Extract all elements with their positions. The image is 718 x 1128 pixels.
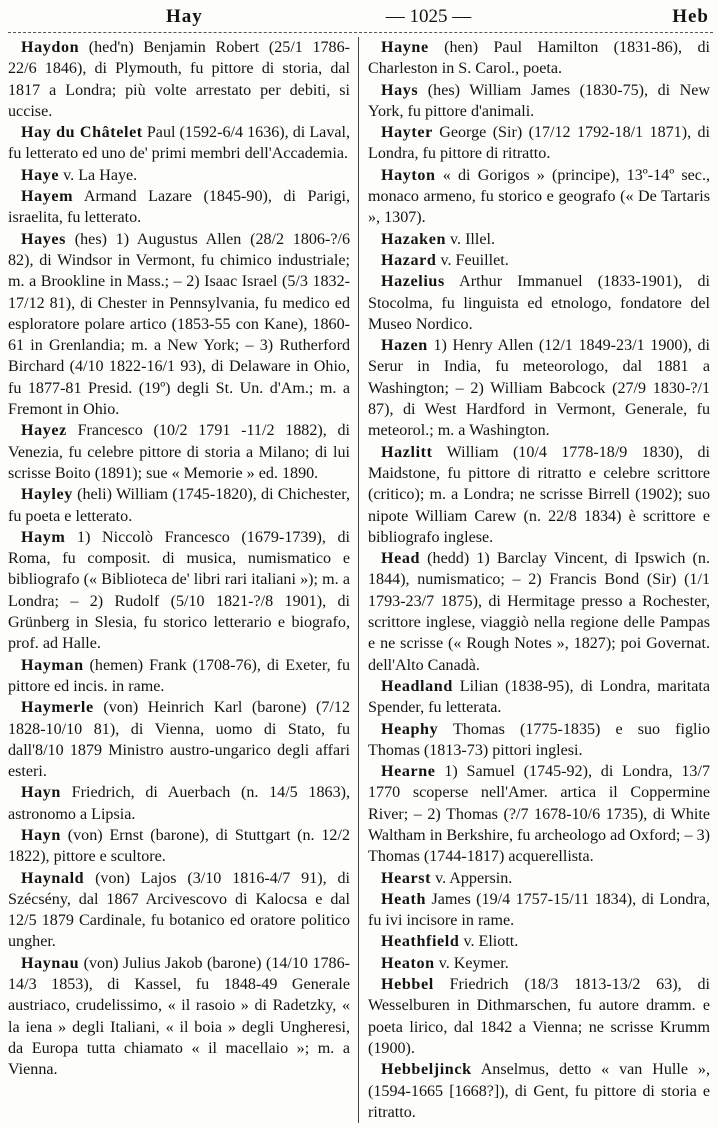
entry-text: v. Feuillet.: [436, 251, 509, 269]
entry-headword: Hayter: [381, 124, 433, 142]
dictionary-entry: [368, 761, 710, 867]
entry-headword: Hayes: [21, 230, 67, 248]
page-number: — 1025 —: [385, 6, 472, 27]
entry-headword: Hazard: [381, 251, 437, 269]
entry-headword: Headland: [381, 677, 453, 695]
dictionary-entry: [368, 229, 710, 250]
entry-text: 1) Niccolò Francesco (1679-1739), di Roma, fu composit. di musica, numismatico e bibliografo (« Biblioteca de' libri rari italiani »); m. a Londra; – 2) Rudolf (5/10 1821-?/8 1901), di Grünberg in Slesia, fu storico letterario e biografo, prof. ad Halle.: [8, 528, 350, 653]
dictionary-entry: [8, 527, 350, 655]
entry-headword: Hayton: [381, 166, 436, 184]
dictionary-entry: [8, 655, 350, 698]
entry-text: v. La Haye.: [59, 166, 138, 184]
entry-headword: Hays: [381, 81, 419, 99]
left-column: [8, 37, 359, 1123]
entry-text: Armand Lazare (1845-90), di Parigi, israelita, fu letterato.: [8, 188, 350, 227]
dictionary-entry: [8, 229, 350, 421]
entry-text: George (Sir) (17/12 1792-18/1 1871), di Londra, fu pittore di ritratto.: [368, 124, 710, 163]
entry-text: (hemen) Frank (1708-76), di Exeter, fu pittore ed incis. in rame.: [8, 656, 350, 695]
dictionary-entry: [368, 548, 710, 676]
entry-text: (hes) 1) Augustus Allen (28/2 1806-?/6 82), di Windsor in Vermont, fu chimico industriale; m. a Brookline in Mass.; – 2) Isaac Israel (5/3 1832-17/12 81), di Chester in Pennsylvania, fu medico ed esploratore polare artico (1853-55 con Kane), 1860-61 in Grenlandia; m. a New York; – 3) Rutherford Birchard (4/10 1822-16/1 93), di Delaware in Ohio, fu 1877-81 Presid. (19º) degli St. Un. d'Am.; m. a Fremont in Ohio.: [8, 230, 350, 419]
dictionary-entry: [8, 484, 350, 527]
dictionary-entry: [8, 868, 350, 953]
entry-headword: Haynau: [21, 954, 80, 972]
entry-text: v. Keymer.: [434, 954, 509, 972]
dictionary-entry: [8, 186, 350, 229]
entry-text: v. Illel.: [446, 230, 496, 248]
entry-text: James (19/4 1757-15/11 1834), di Londra, fu ivi incisore in rame.: [368, 890, 710, 930]
entry-headword: Hay du Châtelet: [21, 124, 143, 142]
entry-text: Lilian (1838-95), di Londra, maritata Spender, fu letterata.: [368, 677, 710, 717]
entry-text: William (10/4 1778-18/9 1830), di Maidstone, fu pittore di ritratto e celebre scrittore (critico); m. a Londra; ne scrisse Birrell (1902); suo nipote William Carew (n. 22/8 1834) è scrittore e bibliografo inglese.: [368, 443, 710, 546]
dictionary-entry: [8, 825, 350, 868]
dictionary-entry: [368, 122, 710, 165]
entry-text: Anselmus, detto « van Hulle », (1594-1665 [1668?]), di Gent, fu pittore di storia e ritratto.: [368, 1061, 710, 1121]
entry-headword: Haynald: [21, 869, 85, 887]
entry-headword: Hazelius: [381, 273, 445, 291]
entry-text: (hed'n) Benjamin Robert (25/1 1786-22/6 1846), di Plymouth, fu pittore di storia, dal 1817 a Londra; più volte arrestato per debiti, si uccise.: [8, 39, 350, 120]
dictionary-entry: [8, 420, 350, 484]
dictionary-entry: [368, 165, 710, 229]
dictionary-entry: [368, 442, 710, 548]
dictionary-entry: [368, 889, 710, 932]
dictionary-entry: [8, 782, 350, 825]
dictionary-entry: [8, 165, 350, 186]
entry-headword: Hayem: [21, 188, 74, 206]
entry-text: (von) Ernst (barone), di Stuttgart (n. 12/2 1822), pittore e scultore.: [8, 826, 350, 866]
dictionary-entry: [368, 974, 710, 1059]
header-rule: [8, 32, 713, 33]
entry-headword: Hayn: [21, 784, 61, 802]
dictionary-entry: [8, 697, 350, 782]
entry-text: (von) Julius Jakob (barone) (14/10 1786-14/3 1853), di Kassel, fu 1848-49 Generale austriaco, crudelissimo, « il rasoio » di Radetzky, « la iena » degli Italiani, « il boia » degli Ungheresi, da Europa tutta chiamato « il macellaio »; m. a Vienna.: [8, 954, 350, 1079]
entry-text: (von) Heinrich Karl (barone) (7/12 1828-10/10 81), di Vienna, uomo di Stato, fu dall'8/10 1879 Ministro austro-ungarico degli affari esteri.: [8, 699, 350, 781]
dictionary-entry: [368, 271, 710, 335]
entry-headword: Heaphy: [381, 720, 439, 738]
entry-text: 1) Henry Allen (12/1 1849-23/1 1900), di Serur in India, fu meteorologo, dal 1881 a Washington; – 2) William Babcock (27/9 1830-?/1 87), di West Hardford in Vermont, Generale, fu meteorol.; m. a Washington.: [368, 337, 710, 440]
header-right-guide-word: Heb: [672, 6, 709, 27]
entry-headword: Hayn: [21, 826, 61, 844]
entry-headword: Heathfield: [381, 933, 460, 951]
dictionary-entry: [368, 868, 710, 889]
entry-text: Paul (1592-6/4 1636), di Laval, fu letterato ed uno de' primi membri dell'Accademia.: [8, 124, 351, 163]
entry-text: Francesco (10/2 1791 -11/2 1882), di Venezia, fu celebre pittore di storia a Milano; di lui scrisse Boito (1891); sue « Memorie » ed. 1890.: [8, 422, 350, 482]
dictionary-entry: [368, 1059, 710, 1123]
dictionary-entry: [368, 80, 710, 123]
entry-headword: Head: [381, 550, 421, 568]
entry-headword: Haydon: [21, 39, 80, 56]
entry-headword: Hayne: [381, 39, 429, 56]
entry-text: (hedd) 1) Barclay Vincent, di Ipswich (n. 1844), numismatico; – 2) Francis Bond (Sir) (1/1 1793-23/7 1875), di Hermitage presso a Rochester, scrittore inglese, viaggiò nella regione delle Pampas e ne scrisse (« Rough Notes », 1827); poi Governat. dell'Alto Canadà.: [368, 550, 710, 674]
entry-headword: Hazlitt: [381, 443, 433, 461]
right-column: [359, 37, 710, 1123]
entry-headword: Hearne: [381, 763, 436, 781]
entry-headword: Heath: [381, 890, 427, 908]
dictionary-entry: [368, 676, 710, 719]
entry-text: « di Gorigos » (principe), 13º-14º sec., monaco armeno, fu storico e geografo (« De Tartaris », 1307).: [368, 166, 710, 227]
dictionary-entry: [368, 719, 710, 762]
entry-headword: Hazaken: [381, 230, 446, 248]
dictionary-entry: [8, 122, 350, 165]
entry-headword: Haymerle: [21, 699, 94, 717]
entry-text: (hes) William James (1830-75), di New York, fu pittore d'animali.: [368, 81, 710, 120]
entry-headword: Hayman: [21, 656, 84, 674]
entry-headword: Haye: [21, 166, 60, 184]
entry-headword: Hebbeljinck: [381, 1061, 472, 1079]
entry-headword: Haym: [21, 528, 66, 546]
entry-headword: Hayley: [21, 486, 73, 504]
dictionary-entry: [368, 335, 710, 441]
running-header: [8, 6, 713, 32]
dictionary-entry: [8, 953, 350, 1081]
entry-text: v. Eliott.: [459, 933, 519, 951]
entry-text: Friedrich (18/3 1813-13/2 63), di Wesselburen in Dithmarschen, fu autore dramm. e poeta lirico, dal 1842 a Vienna; ne scrisse Krumm (1900).: [368, 976, 710, 1057]
dictionary-entry: [368, 931, 710, 952]
entry-text: v. Appersin.: [431, 869, 513, 887]
entry-text: 1) Samuel (1745-92), di Londra, 13/7 1770 scoperse nell'Amer. artica il Coppermine River; – 2) Thomas (?/7 1678-10/6 1735), di White Waltham in Berkshire, fu archeologo ad Oxford; – 3) Thomas (1744-1817) acquerellista.: [368, 763, 710, 866]
header-left-guide-word: Hay: [166, 6, 203, 27]
entry-text: (hen) Paul Hamilton (1831-86), di Charleston in S. Carol., poeta.: [368, 39, 710, 78]
entry-text: (heli) William (1745-1820), di Chichester, fu poeta e letterato.: [8, 486, 350, 525]
text-columns: [8, 37, 713, 1123]
entry-text: (von) Lajos (3/10 1816-4/7 91), di Szécsény, dal 1867 Arcivescovo di Kalocsa e dal 12/5 1879 Cardinale, fu botanico ed oratore politico ungher.: [8, 869, 350, 951]
dictionary-entry: [8, 37, 350, 122]
dictionary-entry: [368, 37, 710, 80]
entry-headword: Hayez: [21, 422, 67, 440]
entry-text: Thomas (1775-1835) e suo figlio Thomas (1813-73) pittori inglesi.: [368, 720, 710, 759]
dictionary-entry: [368, 953, 710, 974]
entry-headword: Hazen: [381, 337, 428, 355]
entry-headword: Hebbel: [381, 976, 434, 994]
entry-headword: Heaton: [381, 954, 435, 972]
entry-headword: Hearst: [381, 869, 432, 887]
entry-text: Friedrich, di Auerbach (n. 14/5 1863), astronomo a Lipsia.: [8, 784, 350, 823]
entry-text: Arthur Immanuel (1833-1901), di Stocolma, fu linguista ed etnologo, fondatore del Museo Nordico.: [368, 273, 710, 333]
dictionary-entry: [368, 250, 710, 271]
